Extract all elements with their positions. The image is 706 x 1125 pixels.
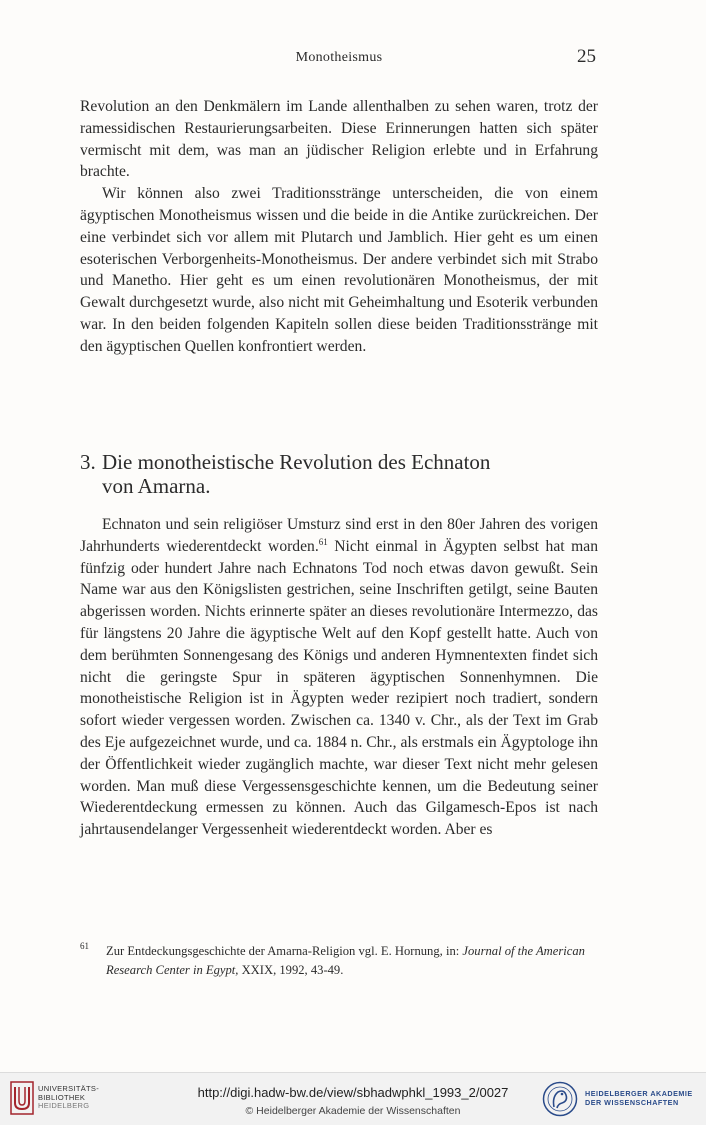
page-number: 25 [577, 46, 596, 67]
university-library-logo-icon[interactable] [10, 1081, 34, 1115]
body-text-block-2 [80, 514, 598, 841]
university-library-name [38, 1085, 99, 1111]
section-heading [80, 450, 600, 498]
running-title: Monotheismus [295, 50, 383, 65]
permalink-url[interactable]: http://digi.hadw-bw.de/view/sbhadwphkl_1993_2/0027 [197, 1085, 509, 1100]
library-line-2: BIBLIOTHEK [38, 1092, 86, 1102]
academy-line-1: HEIDELBERGER AKADEMIE [585, 1089, 693, 1098]
footnote-text [80, 942, 600, 980]
academy-seal-icon[interactable] [542, 1081, 578, 1117]
copyright-notice: © Heidelberger Akademie der Wissenschaften [245, 1105, 461, 1117]
footnote-text-plain: Zur Entdeckungsgeschichte der Amarna-Religion vgl. E. Hornung, in: [106, 944, 463, 958]
academy-line-2: DER WISSENSCHAFTEN [585, 1098, 679, 1107]
running-head [0, 46, 706, 70]
academy-name [585, 1089, 693, 1107]
section-title-line2: von Amarna. [102, 474, 211, 498]
paragraph-echnaton-start: Echnaton und sein religiöser Umsturz sind erst in den 80er Jahren des vorigen Jahrhunderts wiederentdeckt worden. [80, 516, 598, 555]
footnote-text-end: XXIX, 1992, 43-49. [238, 963, 344, 977]
digitization-footer [0, 1072, 706, 1125]
section-title-line1: Die monotheistische Revolution des Echnaton [102, 450, 491, 474]
footnote-mark: 61 [80, 941, 89, 951]
paragraph-echnaton-rest: Nicht einmal in Ägypten selbst hat man fünfzig oder hundert Jahre nach Echnatons Tod noch etwas davon gewußt. Sein Name war aus den Königslisten gestrichen, seine Inschriften getilgt, seine Bauten abgerissen worden. Nichts erinnerte später an dieses revolutionäre Intermezzo, das für längstens 20 Jahre die ägyptische Welt auf den Kopf gestellt hatte. Auch von dem berühmten Sonnengesang des Königs und anderen Hymnentexten findet sich nicht die geringste Spur in späteren ägyptischen Sonnenhymnen. Die monotheistische Religion ist in Ägypten weder rezipiert noch tradiert, sondern sofort wieder vergessen worden. Zwischen ca. 1340 v. Chr., als der Text im Grab des Eje aufgezeichnet wurde, und ca. 1884 n. Chr., als erstmals ein Ägyptologe ihn der Öffentlichkeit wieder zugänglich machte, war dieser Text nicht mehr gelesen worden. Man muß diese Vergessensgeschichte kennen, um die Bedeutung seiner Wiederentdeckung ermessen zu können. Auch das Gilgamesch-Epos ist nach jahrtausendelanger Vergessenheit wiederentdeckt worden. Aber es [80, 537, 598, 839]
footnote-reference[interactable]: 61 [318, 536, 328, 547]
body-text-block-1 [80, 96, 598, 358]
footnote-journal-title: Journal of the American Research Center in Egypt, [106, 944, 585, 977]
library-line-1: UNIVERSITÄTS- [38, 1084, 99, 1093]
section-number: 3. [80, 450, 96, 474]
paragraph-continuation: Revolution an den Denkmälern im Lande allenthalben zu sehen waren, trotz der ramessidischen Restaurierungsarbeiten. Diese Erinnerungen hatten sich später vermischt mit dem, was man an jüdischer Religion erlebte und in Erfahrung brachte. [80, 98, 598, 181]
paragraph-traditions: Wir können also zwei Traditionsstränge unterscheiden, die von einem ägyptischen Monotheismus wissen und die beide in die Antike zurückreichen. Der eine verbindet sich vor allem mit Plutarch und Jamblich. Hier geht es um einen esoterischen Verborgenheits-Monotheismus. Der andere verbindet sich mit Strabo und Manetho. Hier geht es um einen revolutionären Monotheismus, der mit Gewalt durchgesetzt wurde, also nicht mit Geheimhaltung und Esoterik verbunden war. In den beiden folgenden Kapiteln sollen diese beiden Traditionsstränge mit den ägyptischen Quellen konfrontiert werden. [80, 185, 598, 355]
library-line-3: HEIDELBERG [38, 1101, 90, 1110]
footnote [80, 942, 600, 980]
paragraph-echnaton [80, 514, 598, 841]
